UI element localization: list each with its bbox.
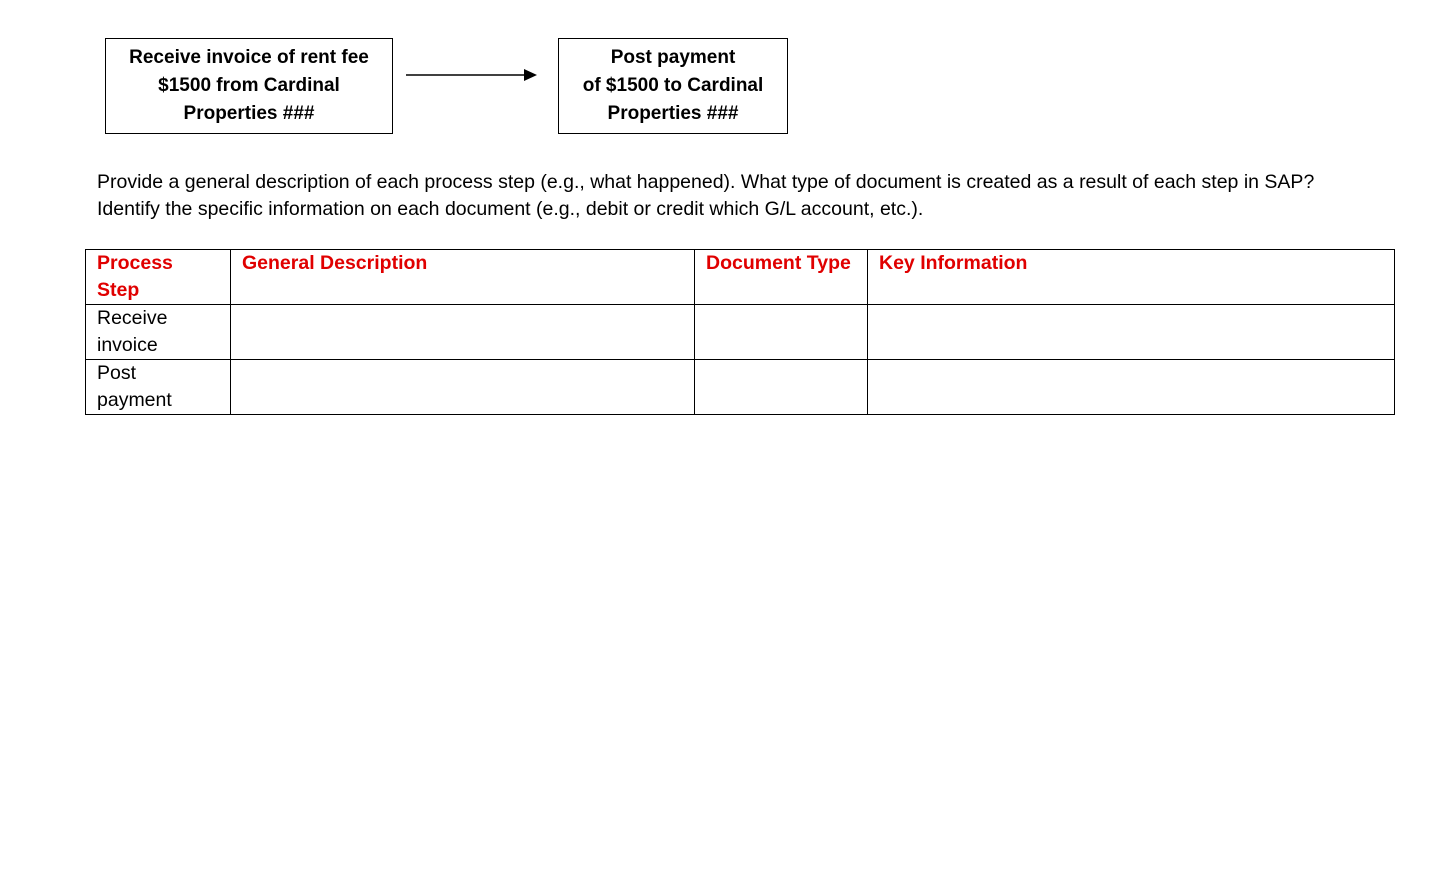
cell-text-line: Receive — [97, 307, 168, 329]
table-row — [86, 305, 1395, 360]
step-box-line: Receive invoice of rent fee — [129, 47, 369, 68]
cell-general-description[interactable] — [231, 305, 695, 360]
step-box-line: of $1500 to Cardinal — [582, 75, 764, 96]
step-box-line: Properties ### — [607, 103, 739, 124]
step-box-line: $1500 from Cardinal — [158, 75, 340, 96]
cell-key-information[interactable] — [868, 305, 1395, 360]
process-table — [85, 249, 1395, 415]
process-step-box-receive-invoice — [105, 38, 393, 134]
table-header-row — [86, 250, 1395, 305]
cell-process-step — [86, 360, 231, 415]
right-arrow-icon — [406, 67, 538, 83]
header-key-information: Key Information — [868, 250, 1395, 305]
instructions-line: Provide a general description of each process step (e.g., what happened). What type of document is created as a result of each step in SAP? — [97, 171, 1315, 193]
cell-document-type[interactable] — [695, 360, 868, 415]
instructions-paragraph — [97, 169, 1417, 223]
table-row — [86, 360, 1395, 415]
step-box-line: Properties ### — [183, 103, 315, 124]
step-box-line: Post payment — [610, 47, 736, 68]
cell-document-type[interactable] — [695, 305, 868, 360]
cell-general-description[interactable] — [231, 360, 695, 415]
cell-text-line: invoice — [97, 334, 158, 356]
cell-text-line: payment — [97, 389, 172, 411]
instructions-line: Identify the specific information on each document (e.g., debit or credit which G/L account, etc.). — [97, 198, 924, 220]
header-general-description: General Description — [231, 250, 695, 305]
header-process-step: Process Step — [86, 250, 231, 305]
process-step-box-post-payment — [558, 38, 788, 134]
cell-key-information[interactable] — [868, 360, 1395, 415]
cell-text-line: Post — [97, 362, 137, 384]
header-document-type: Document Type — [695, 250, 868, 305]
cell-process-step — [86, 305, 231, 360]
